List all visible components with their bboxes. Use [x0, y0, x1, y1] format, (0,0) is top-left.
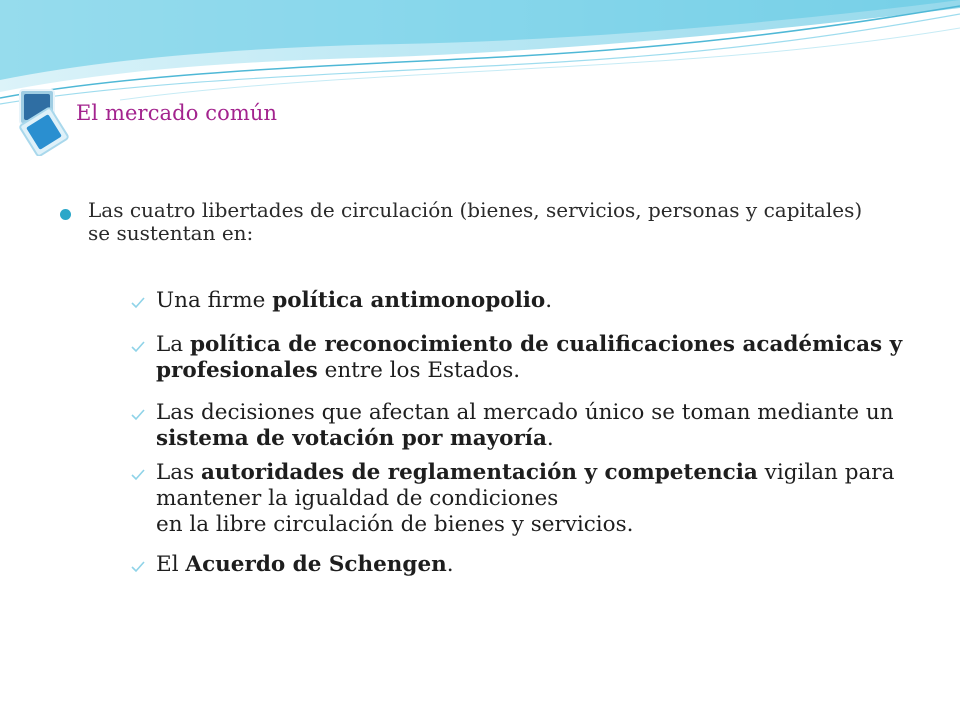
check-icon — [130, 560, 146, 574]
sub-item-text — [156, 460, 908, 538]
main-bullet-text: Las cuatro libertades de circulación (bienes, servicios, personas y capitales) se sustentan en: — [88, 198, 863, 245]
body-text: Una firme — [156, 288, 273, 313]
emphasis-text: autoridades de reglamentación y competencia — [200, 460, 758, 485]
body-text: . — [546, 426, 554, 451]
body-text: Las — [156, 460, 201, 485]
emphasis-text: sistema de votación por mayoría — [156, 426, 547, 451]
sub-item-text — [156, 332, 908, 384]
body-text: vigilan para mantener la igualdad de condiciones — [156, 460, 895, 511]
body-text: La — [156, 332, 190, 357]
emphasis-text: política de reconocimiento de cualificaciones académicas y profesionales — [156, 332, 903, 383]
check-icon — [130, 340, 146, 354]
body-text: . — [545, 288, 553, 313]
check-icon — [130, 468, 146, 482]
check-icon — [130, 296, 146, 310]
sub-item-text — [156, 400, 908, 452]
body-text: Las decisiones que afectan al mercado único se toman mediante un — [156, 400, 894, 425]
body-text: entre los Estados. — [317, 358, 521, 383]
sub-item-text — [156, 552, 908, 578]
sub-item-text — [156, 288, 908, 314]
bullet-dot-icon — [60, 209, 71, 220]
check-icon — [130, 408, 146, 422]
emphasis-text: política antimonopolio — [272, 288, 546, 313]
body-text: en la libre circulación de bienes y servicios. — [156, 512, 634, 537]
slide-title: El mercado común — [76, 101, 278, 125]
body-text: El — [156, 552, 186, 577]
body-text: . — [446, 552, 454, 577]
emphasis-text: Acuerdo de Schengen — [185, 552, 447, 577]
